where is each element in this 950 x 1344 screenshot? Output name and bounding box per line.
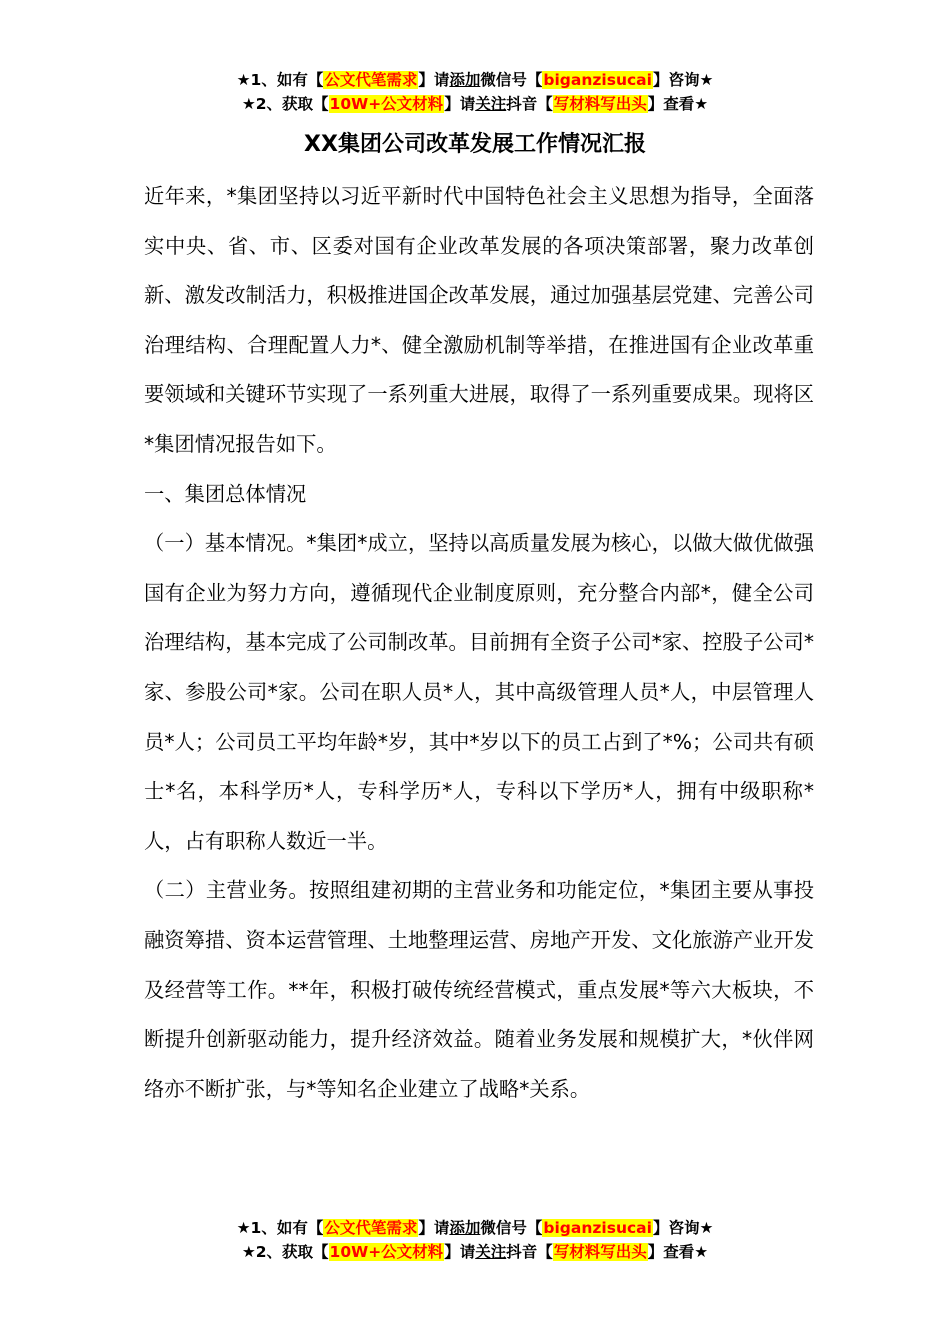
promo-text: 】请 [418,1219,450,1237]
document-title: XX集团公司改革发展工作情况汇报 [304,132,646,157]
promo-text: 抖音【 [506,1243,553,1261]
promo-text: 】咨询 [652,71,700,89]
star-icon: ★ [699,71,714,89]
promo-text: 抖音【 [506,95,553,113]
promo-highlight: 公文代笔需求 [324,1219,418,1237]
promo-underlined: 关注 [475,1243,507,1261]
promo-highlight: 10W+公文材料 [329,95,444,113]
star-icon: ★ [241,95,256,113]
document-body [144,172,814,1114]
promo-text: 】请 [418,71,450,89]
promo-highlight: biganzisucai [543,1219,652,1237]
star-icon: ★ [699,1219,714,1237]
promo-text: 微信号【 [480,1219,543,1237]
promo-highlight: biganzisucai [543,71,652,89]
promo-text: 】咨询 [652,1219,700,1237]
promo-text: 1、如有【 [250,71,324,89]
promo-text: 微信号【 [480,71,543,89]
promo-underlined: 关注 [475,95,507,113]
promo-text: 】请 [444,95,476,113]
star-icon: ★ [236,71,251,89]
promo-text: 2、获取【 [255,95,329,113]
promo-text: 】请 [444,1243,476,1261]
promo-underlined: 添加 [449,1219,481,1237]
star-icon: ★ [694,1243,709,1261]
paragraph-basic-info: （一）基本情况。*集团*成立，坚持以高质量发展为核心，以做大做优做强国有企业为努力方向，遵循现代企业制度原则，充分整合内部*，健全公司治理结构，基本完成了公司制改革。目前拥有全资子公司*家、控股子公司*家、参股公司*家。公司在职人员*人，其中高级管理人员*人，中层管理人员*人；公司员工平均年龄*岁，其中*岁以下的员工占到了*%；公司共有硕士*名，本科学历*人，专科学历*人，专科以下学历*人，拥有中级职称*人，占有职称人数近一半。 [144,531,814,853]
promo-highlight: 写材料写出头 [553,95,647,113]
star-icon: ★ [694,95,709,113]
star-icon: ★ [236,1219,251,1237]
paragraph-main-business: （二）主营业务。按照组建初期的主营业务和功能定位，*集团主要从事投融资筹措、资本运营管理、土地整理运营、房地产开发、文化旅游产业开发及经营等工作。**年，积极打破传统经营模式，重点发展*等六大板块，不断提升创新驱动能力，提升经济效益。随着业务发展和规模扩大，*伙伴网络亦不断扩张，与*等知名企业建立了战略*关系。 [144,878,814,1101]
promo-line-2 [0,1240,950,1264]
promo-underlined: 添加 [449,71,481,89]
promo-highlight: 写材料写出头 [553,1243,647,1261]
promo-line-2 [0,92,950,116]
promo-highlight: 10W+公文材料 [329,1243,444,1261]
star-icon: ★ [241,1243,256,1261]
promo-footer [0,1216,950,1264]
promo-line-1 [0,1216,950,1240]
section-heading: 一、集团总体情况 [144,481,307,506]
promo-text: 2、获取【 [255,1243,329,1261]
promo-line-1 [0,68,950,92]
paragraph-intro: 近年来，*集团坚持以习近平新时代中国特色社会主义思想为指导，全面落实中央、省、市、区委对国有企业改革发展的各项决策部署，聚力改革创新、激发改制活力，积极推进国企改革发展，通过加强基层党建、完善公司治理结构、合理配置人力*、健全激励机制等举措，在推进国有企业改革重要领域和关键环节实现了一系列重大进展，取得了一系列重要成果。现将区*集团情况报告如下。 [144,184,814,456]
promo-text: 】查看 [647,1243,695,1261]
promo-text: 1、如有【 [250,1219,324,1237]
promo-header [0,68,950,116]
promo-highlight: 公文代笔需求 [324,71,418,89]
promo-text: 】查看 [647,95,695,113]
